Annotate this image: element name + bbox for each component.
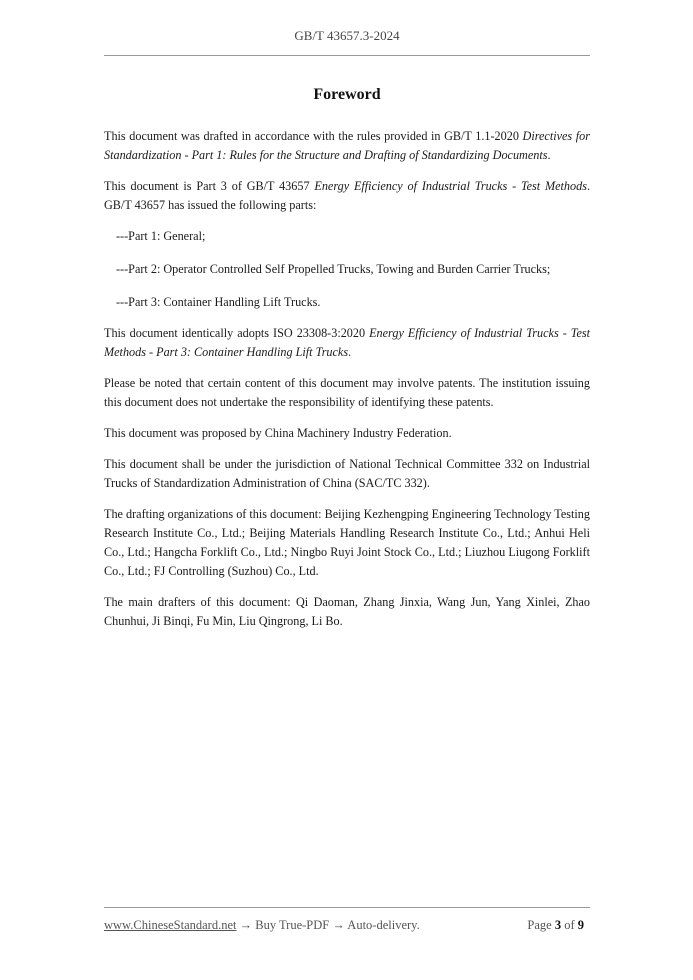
- page-indicator: [527, 918, 584, 933]
- paragraph-adoption: [104, 324, 590, 362]
- list-item: ---Part 3: Container Handling Lift Trucks.: [116, 295, 321, 309]
- header-divider: [104, 55, 590, 56]
- footer-divider: [104, 907, 590, 908]
- paragraph-main-drafters: The main drafters of this document: Qi Daoman, Zhang Jinxia, Wang Jun, Yang Xinlei, Zhao Chunhui, Ji Binqi, Fu Min, Liu Qingrong, Li Bo.: [104, 595, 590, 628]
- paragraph-part-info: [104, 177, 590, 215]
- page-label: Page: [527, 918, 552, 932]
- cited-title: Energy Efficiency of Industrial Trucks - Test Methods: [314, 179, 587, 193]
- of-label: of: [564, 918, 575, 932]
- paragraph-jurisdiction: This document shall be under the jurisdiction of National Technical Committee 332 on Industrial Trucks of Standardization Administration of China (SAC/TC 332).: [104, 457, 590, 490]
- paragraph-text: This document is Part 3 of GB/T 43657: [104, 179, 315, 193]
- paragraph-proposed-by: This document was proposed by China Machinery Industry Federation.: [104, 426, 452, 440]
- paragraph-drafting-organizations: The drafting organizations of this document: Beijing Kezhengping Engineering Technology Testing Research Institute Co., Ltd.; Beijing Materials Handling Research Institute Co., Ltd.; Anhui Heli Co., Ltd.; Hangcha Forklift Co., Ltd.; Ningbo Ruyi Joint Stock Co., Ltd.; Liuzhou Liugong Forklift Co., Ltd.; FJ Controlling (Suzhou) Co., Ltd.: [104, 507, 590, 578]
- footer-promo-text: → Buy True-PDF → Auto-delivery.: [236, 918, 420, 932]
- paragraph-text: .: [348, 345, 352, 359]
- document-body: [104, 127, 590, 643]
- paragraph-drafting-rules: [104, 127, 590, 165]
- running-header: GB/T 43657.3-2024: [294, 28, 400, 43]
- page-footer: [104, 918, 590, 933]
- cited-title: Directives for Standardization - Part 1: Rules for the Structure and Drafting of Standardizing Documents: [104, 129, 590, 162]
- page-title: Foreword: [313, 86, 381, 103]
- website-link[interactable]: www.ChineseStandard.net: [104, 918, 237, 932]
- paragraph-text: This document was drafted in accordance with the rules provided in GB/T 1.1-2020: [104, 129, 523, 143]
- paragraph-patents: Please be noted that certain content of this document may involve patents. The institution issuing this document does not undertake the responsibility of identifying these patents.: [104, 376, 590, 409]
- total-pages: 9: [577, 918, 584, 932]
- paragraph-text: This document identically adopts ISO 23308-3:2020: [104, 326, 370, 340]
- paragraph-text: .: [547, 148, 551, 162]
- list-item: ---Part 2: Operator Controlled Self Propelled Trucks, Towing and Burden Carrier Trucks;: [116, 262, 551, 276]
- page-number: 3: [554, 918, 562, 932]
- paragraph-text: . GB/T 43657 has issued the following parts:: [104, 179, 590, 212]
- cited-title: Energy Efficiency of Industrial Trucks - Test Methods - Part 3: Container Handling Lift Trucks: [104, 326, 590, 359]
- list-item: ---Part 1: General;: [116, 229, 206, 243]
